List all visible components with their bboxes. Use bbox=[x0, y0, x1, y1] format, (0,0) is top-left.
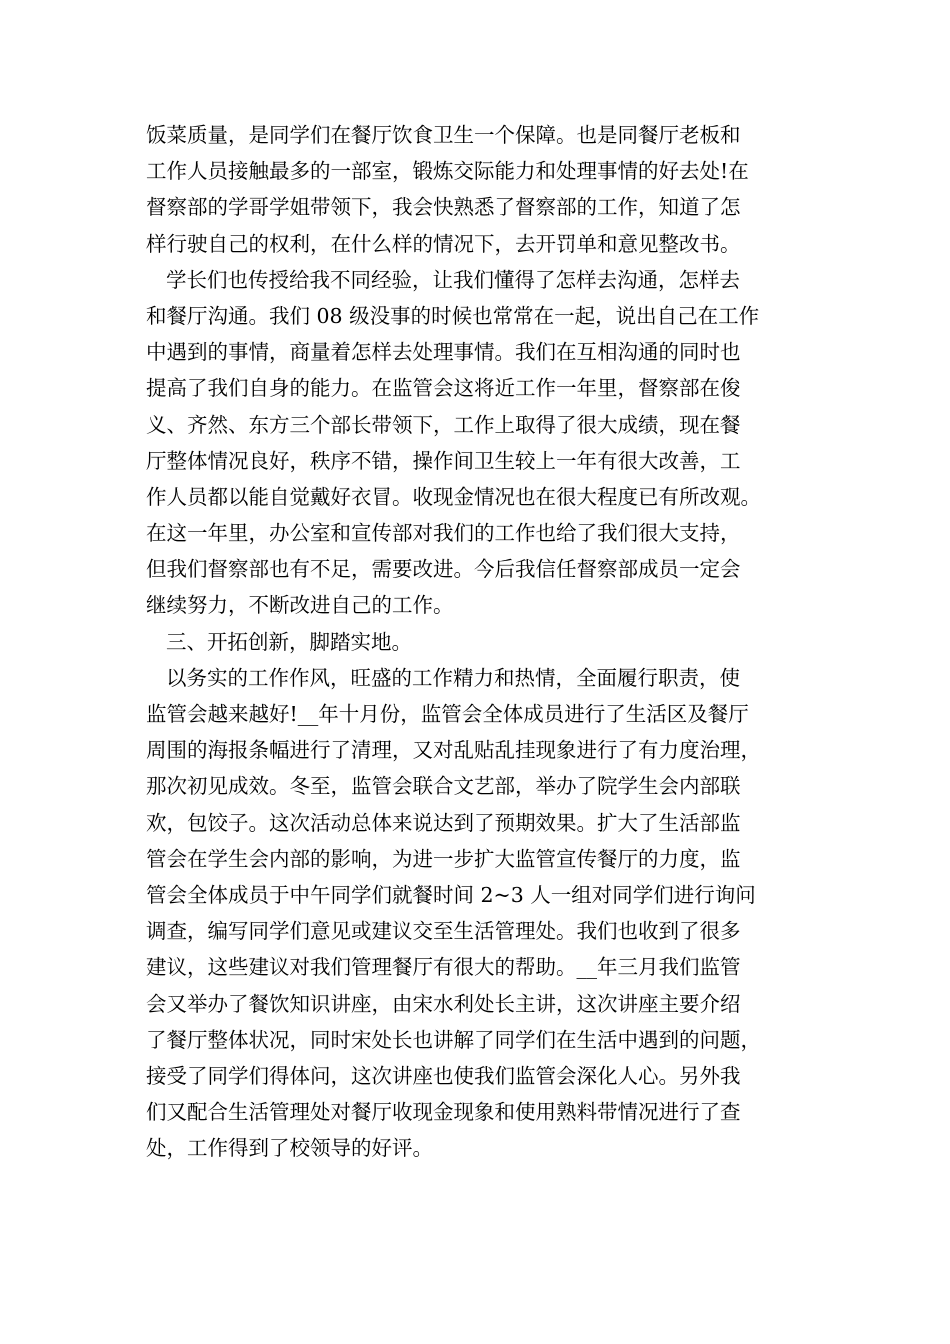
text-line: 但我们督察部也有不足，需要改进。今后我信任督察部成员一定会 bbox=[146, 557, 741, 582]
text-line: 建议，这些建议对我们管理餐厅有很大的帮助。__年三月我们监管 bbox=[146, 955, 741, 980]
text-line: 样行驶自己的权利，在什么样的情况下，去开罚单和意见整改书。 bbox=[146, 231, 741, 256]
text-line: 厅整体情况良好，秩序不错，操作间卫生较上一年有很大改善，工 bbox=[146, 448, 741, 473]
text-line: 在这一年里，办公室和宣传部对我们的工作也给了我们很大支持， bbox=[146, 521, 741, 546]
text-line: 周围的海报条幅进行了清理，又对乱贴乱挂现象进行了有力度治理， bbox=[146, 738, 761, 763]
text-line: 作人员都以能自觉戴好衣冒。收现金情况也在很大程度已有所改观。 bbox=[146, 484, 761, 509]
text-line: 管会全体成员于中午同学们就餐时间 2~3 人一组对同学们进行询问 bbox=[146, 882, 756, 907]
text-line: 提高了我们自身的能力。在监管会这将近工作一年里，督察部在俊 bbox=[146, 376, 741, 401]
text-line: 学长们也传授给我不同经验，让我们懂得了怎样去沟通，怎样去 bbox=[166, 267, 740, 292]
text-line: 接受了同学们得体问，这次讲座也使我们监管会深化人心。另外我 bbox=[146, 1063, 741, 1088]
text-line: 和餐厅沟通。我们 08 级没事的时候也常常在一起，说出自己在工作 bbox=[146, 303, 760, 328]
text-line: 处，工作得到了校领导的好评。 bbox=[146, 1136, 433, 1161]
text-line: 们又配合生活管理处对餐厅收现金现象和使用熟料带情况进行了查 bbox=[146, 1100, 741, 1125]
text-line: 工作人员接触最多的一部室，锻炼交际能力和处理事情的好去处!在 bbox=[146, 159, 749, 184]
text-line: 饭菜质量，是同学们在餐厅饮食卫生一个保障。也是同餐厅老板和 bbox=[146, 123, 741, 147]
text-line: 以务实的工作作风，旺盛的工作精力和热情，全面履行职责，使 bbox=[166, 665, 740, 690]
text-line: 监管会越来越好!__年十月份，监管会全体成员进行了生活区及餐厅 bbox=[146, 702, 749, 726]
text-line: 督察部的学哥学姐带领下，我会快熟悉了督察部的工作，知道了怎 bbox=[146, 195, 741, 220]
text-line: 欢，包饺子。这次活动总体来说达到了预期效果。扩大了生活部监 bbox=[146, 810, 741, 835]
document-body bbox=[146, 117, 830, 1166]
text-line: 那次初见成效。冬至，监管会联合文艺部，举办了院学生会内部联 bbox=[146, 774, 741, 799]
text-line: 继续努力，不断改进自己的工作。 bbox=[146, 593, 454, 618]
text-line: 了餐厅整体状况，同时宋处长也讲解了同学们在生活中遇到的问题， bbox=[146, 1027, 761, 1052]
text-line: 调查，编写同学们意见或建议交至生活管理处。我们也收到了很多 bbox=[146, 919, 741, 944]
text-line: 管会在学生会内部的影响，为进一步扩大监管宣传餐厅的力度，监 bbox=[146, 846, 741, 871]
text-line: 中遇到的事情，商量着怎样去处理事情。我们在互相沟通的同时也 bbox=[146, 340, 741, 365]
text-line: 义、齐然、东方三个部长带领下，工作上取得了很大成绩，现在餐 bbox=[146, 412, 741, 437]
text-line: 三、开拓创新，脚踏实地。 bbox=[166, 629, 412, 654]
text-line: 会又举办了餐饮知识讲座，由宋水利处长主讲，这次讲座主要介绍 bbox=[146, 991, 741, 1016]
